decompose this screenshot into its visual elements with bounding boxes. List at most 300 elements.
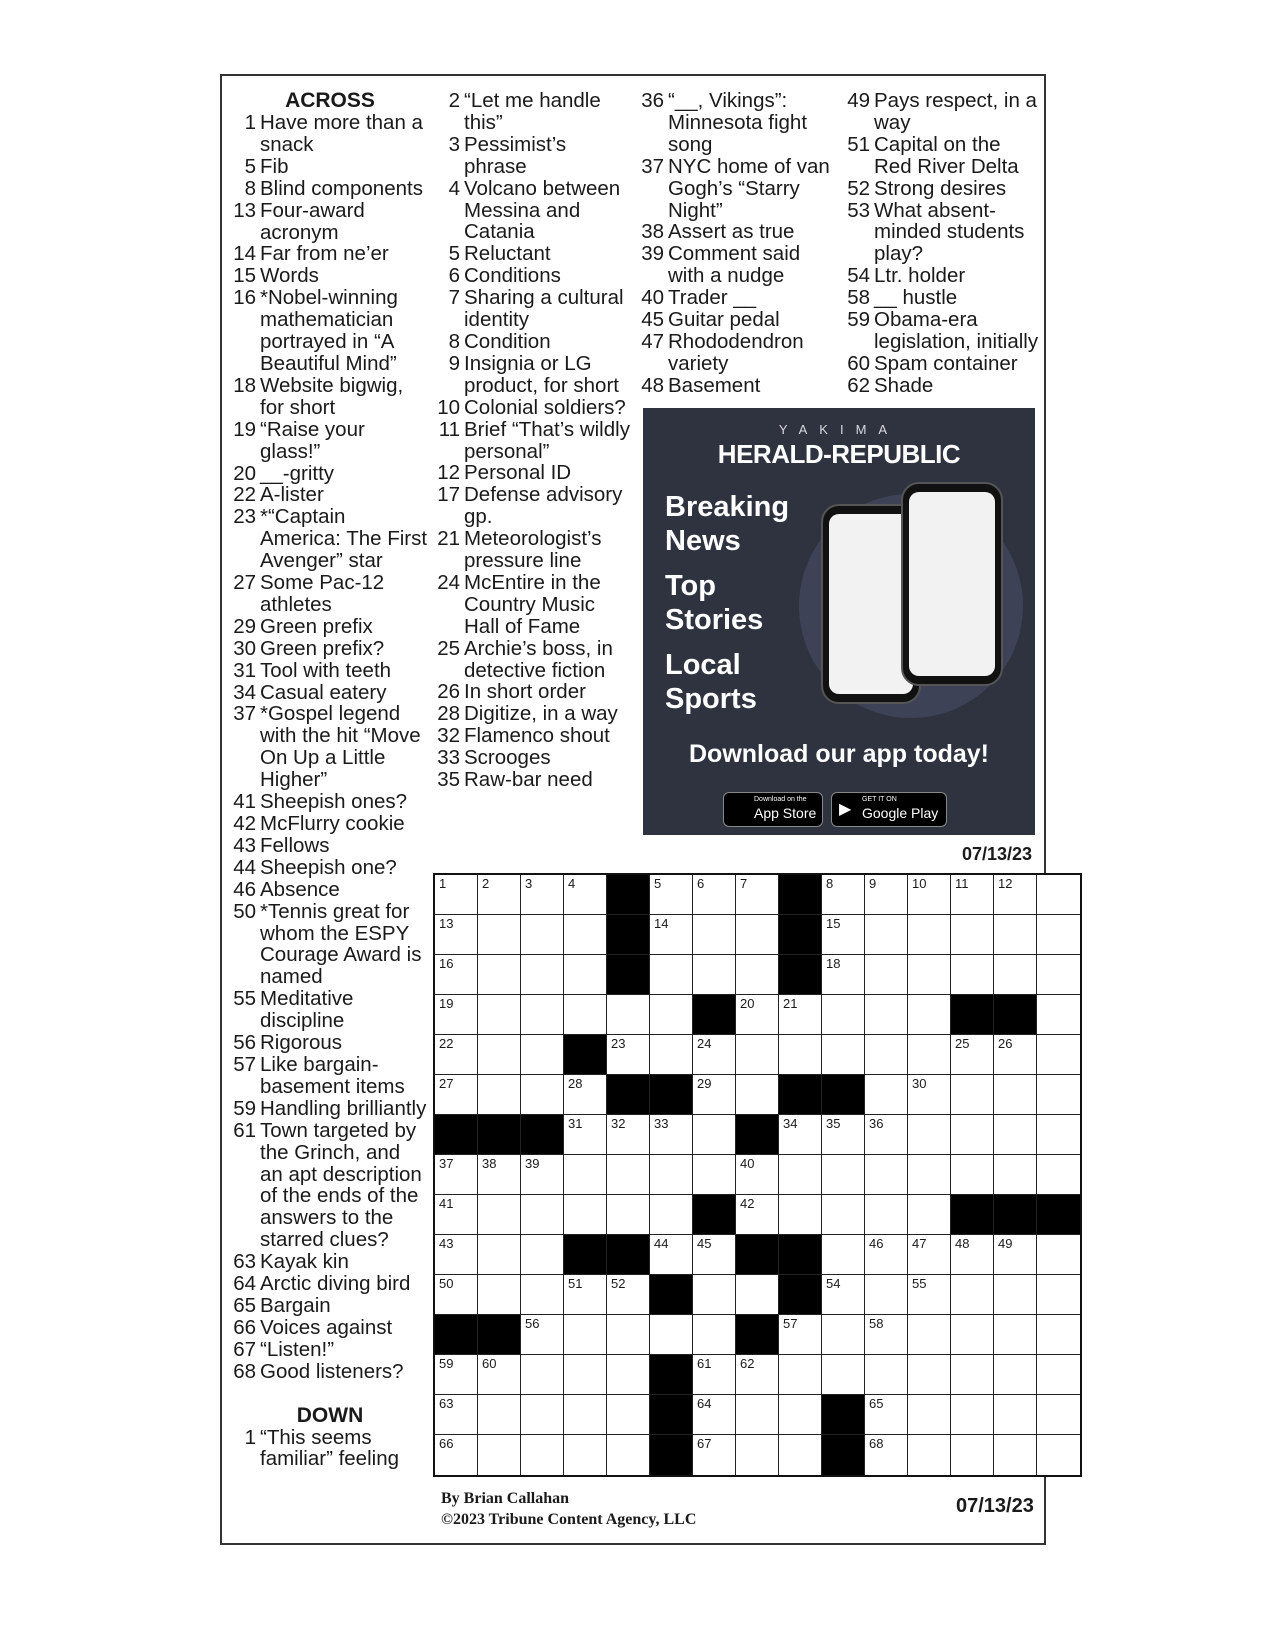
- grid-cell[interactable]: [865, 1235, 908, 1275]
- grid-cell[interactable]: [951, 1155, 994, 1195]
- cell-number: 8: [826, 876, 834, 891]
- grid-cell[interactable]: [951, 875, 994, 915]
- grid-cell[interactable]: [822, 1355, 865, 1395]
- cell-number: 52: [611, 1276, 626, 1291]
- grid-cell[interactable]: [779, 1035, 822, 1075]
- grid-cell[interactable]: [779, 1395, 822, 1435]
- cell-number: 68: [869, 1436, 884, 1451]
- grid-cell[interactable]: [693, 1235, 736, 1275]
- clue-text: Guitar pedal: [668, 308, 780, 332]
- grid-cell[interactable]: [736, 915, 779, 955]
- clue-number: 48: [641, 373, 664, 397]
- grid-cell[interactable]: [607, 1435, 650, 1475]
- clue-text: Raw-bar need: [464, 768, 593, 792]
- grid-cell[interactable]: [865, 1275, 908, 1315]
- grid-cell[interactable]: [908, 1115, 951, 1155]
- grid-cell[interactable]: [908, 995, 951, 1035]
- clue-text: “Listen!”: [260, 1337, 335, 1361]
- grid-cell[interactable]: [908, 1035, 951, 1075]
- app-store-small-label: Download on the: [754, 796, 807, 803]
- grid-cell[interactable]: [779, 1155, 822, 1195]
- google-play-label: Google Play: [862, 805, 939, 821]
- grid-cell[interactable]: [521, 1355, 564, 1395]
- grid-cell[interactable]: [650, 955, 693, 995]
- cell-number: 30: [912, 1076, 927, 1091]
- grid-cell[interactable]: [435, 915, 478, 955]
- google-play-button[interactable]: [831, 792, 947, 827]
- clue-text: Town targeted by the Grinch, and an apt description of the ends of the answers to the starred clues?: [260, 1118, 422, 1252]
- grid-cell[interactable]: [478, 875, 521, 915]
- grid-cell[interactable]: [693, 1075, 736, 1115]
- grid-cell[interactable]: [951, 1435, 994, 1475]
- grid-cell[interactable]: [478, 1355, 521, 1395]
- clue-text: Personal ID: [464, 461, 572, 485]
- grid-cell[interactable]: [908, 915, 951, 955]
- clue-8: [232, 178, 428, 200]
- grid-block: [435, 1115, 478, 1155]
- grid-block: [607, 1235, 650, 1275]
- clue-number: 8: [448, 329, 460, 353]
- grid-cell[interactable]: [478, 915, 521, 955]
- grid-cell[interactable]: [435, 1155, 478, 1195]
- grid-cell[interactable]: [951, 955, 994, 995]
- author-credit: By Brian Callahan: [441, 1490, 570, 1507]
- grid-cell[interactable]: [1037, 1355, 1080, 1395]
- grid-cell[interactable]: [736, 1395, 779, 1435]
- date-bottom: 07/13/23: [956, 1495, 1034, 1517]
- grid-cell[interactable]: [693, 1115, 736, 1155]
- grid-cell[interactable]: [521, 1395, 564, 1435]
- grid-cell[interactable]: [650, 915, 693, 955]
- grid-cell[interactable]: [994, 1155, 1037, 1195]
- grid-cell[interactable]: [650, 1315, 693, 1355]
- grid-cell[interactable]: [736, 1355, 779, 1395]
- clue-text: Condition: [464, 329, 551, 353]
- clue-number: 16: [233, 286, 256, 310]
- grid-cell[interactable]: [951, 1275, 994, 1315]
- grid-cell[interactable]: [521, 1035, 564, 1075]
- grid-cell[interactable]: [564, 1315, 607, 1355]
- feature-top-stories: Top Stories: [665, 570, 764, 636]
- grid-cell[interactable]: [435, 1275, 478, 1315]
- grid-cell[interactable]: [779, 995, 822, 1035]
- grid-cell[interactable]: [1037, 1435, 1080, 1475]
- grid-cell[interactable]: [1037, 1115, 1080, 1155]
- clue-text: Fellows: [260, 833, 330, 857]
- clue-5: [232, 156, 428, 178]
- grid-cell[interactable]: [865, 915, 908, 955]
- clue-65: [232, 1295, 428, 1317]
- grid-cell[interactable]: [736, 1155, 779, 1195]
- clue-number: 35: [437, 768, 460, 792]
- grid-cell[interactable]: [908, 1155, 951, 1195]
- cell-number: 28: [568, 1076, 583, 1091]
- grid-cell[interactable]: [478, 1275, 521, 1315]
- grid-cell[interactable]: [478, 955, 521, 995]
- grid-cell[interactable]: [908, 1355, 951, 1395]
- grid-cell[interactable]: [521, 915, 564, 955]
- grid-cell[interactable]: [564, 1075, 607, 1115]
- grid-cell[interactable]: [1037, 1315, 1080, 1355]
- clue-25: [436, 638, 632, 682]
- grid-cell[interactable]: [779, 1435, 822, 1475]
- grid-cell[interactable]: [478, 1435, 521, 1475]
- grid-cell[interactable]: [650, 875, 693, 915]
- clue-number: 61: [233, 1118, 256, 1142]
- cell-number: 64: [697, 1396, 712, 1411]
- play-icon: ▶: [839, 801, 852, 818]
- grid-cell[interactable]: [478, 1075, 521, 1115]
- grid-cell[interactable]: [994, 1075, 1037, 1115]
- grid-cell[interactable]: [693, 1275, 736, 1315]
- grid-cell[interactable]: [736, 955, 779, 995]
- grid-cell[interactable]: [822, 875, 865, 915]
- clue-number: 52: [847, 176, 870, 200]
- clue-number: 36: [641, 89, 664, 112]
- clue-2: [436, 90, 632, 134]
- grid-cell[interactable]: [994, 1275, 1037, 1315]
- grid-cell[interactable]: [865, 1315, 908, 1355]
- grid-cell[interactable]: [1037, 1275, 1080, 1315]
- grid-cell[interactable]: [994, 1115, 1037, 1155]
- clue-30: [232, 638, 428, 660]
- grid-cell[interactable]: [650, 1195, 693, 1235]
- cell-number: 4: [568, 876, 576, 891]
- grid-cell[interactable]: [822, 1235, 865, 1275]
- grid-cell[interactable]: [607, 1315, 650, 1355]
- clue-number: 39: [641, 242, 664, 266]
- grid-cell[interactable]: [951, 1315, 994, 1355]
- clue-5: [436, 243, 632, 265]
- grid-cell[interactable]: [994, 1235, 1037, 1275]
- cell-number: 19: [439, 996, 454, 1011]
- clue-text: Have more than a snack: [260, 111, 423, 156]
- clue-number: 13: [233, 198, 256, 222]
- grid-cell[interactable]: [994, 1315, 1037, 1355]
- grid-cell[interactable]: [1037, 1075, 1080, 1115]
- grid-cell[interactable]: [564, 1395, 607, 1435]
- grid-cell[interactable]: [865, 1035, 908, 1075]
- clue-number: 1: [244, 111, 256, 134]
- grid-cell[interactable]: [521, 1235, 564, 1275]
- grid-cell[interactable]: [994, 1435, 1037, 1475]
- grid-cell[interactable]: [693, 1315, 736, 1355]
- grid-cell[interactable]: [564, 1275, 607, 1315]
- clue-36: [640, 90, 838, 156]
- clue-text: Archie’s boss, in detective fiction: [464, 636, 613, 682]
- grid-cell[interactable]: [521, 995, 564, 1035]
- grid-cell[interactable]: [521, 1075, 564, 1115]
- grid-cell[interactable]: [822, 955, 865, 995]
- clue-text: Casual eatery: [260, 680, 387, 704]
- cell-number: 34: [783, 1116, 798, 1131]
- cell-number: 18: [826, 956, 841, 971]
- grid-cell[interactable]: [693, 1155, 736, 1195]
- grid-cell[interactable]: [994, 1035, 1037, 1075]
- grid-cell[interactable]: [607, 995, 650, 1035]
- grid-cell[interactable]: [951, 1075, 994, 1115]
- grid-cell[interactable]: [994, 1355, 1037, 1395]
- grid-cell[interactable]: [478, 1235, 521, 1275]
- clue-57: [232, 1054, 428, 1098]
- grid-cell[interactable]: [478, 1195, 521, 1235]
- clue-text: NYC home of van Gogh’s “Starry Night”: [668, 154, 830, 222]
- grid-cell[interactable]: [865, 1395, 908, 1435]
- clue-text: Green prefix?: [260, 636, 385, 660]
- grid-cell[interactable]: [951, 915, 994, 955]
- grid-cell[interactable]: [564, 955, 607, 995]
- grid-cell[interactable]: [779, 1195, 822, 1235]
- grid-cell[interactable]: [865, 875, 908, 915]
- grid-cell[interactable]: [435, 955, 478, 995]
- clue-number: 51: [847, 132, 870, 156]
- grid-cell[interactable]: [435, 1395, 478, 1435]
- grid-cell[interactable]: [822, 1195, 865, 1235]
- grid-cell[interactable]: [865, 1115, 908, 1155]
- grid-cell[interactable]: [822, 1115, 865, 1155]
- clue-number: 37: [233, 702, 256, 726]
- clue-number: 5: [244, 154, 256, 178]
- grid-cell[interactable]: [908, 1235, 951, 1275]
- grid-cell[interactable]: [435, 1075, 478, 1115]
- grid-cell[interactable]: [521, 1275, 564, 1315]
- clue-20: [232, 463, 428, 485]
- grid-cell[interactable]: [994, 875, 1037, 915]
- grid-cell[interactable]: [736, 995, 779, 1035]
- grid-cell[interactable]: [822, 995, 865, 1035]
- grid-cell[interactable]: [607, 1395, 650, 1435]
- grid-cell[interactable]: [650, 995, 693, 1035]
- grid-cell[interactable]: [951, 1035, 994, 1075]
- grid-cell[interactable]: [564, 1155, 607, 1195]
- clue-number: 18: [233, 373, 256, 397]
- cell-number: 55: [912, 1276, 927, 1291]
- clue-text: Rigorous: [260, 1031, 343, 1055]
- cell-number: 12: [998, 876, 1013, 891]
- grid-cell[interactable]: [736, 1075, 779, 1115]
- grid-cell[interactable]: [865, 1155, 908, 1195]
- grid-cell[interactable]: [607, 1355, 650, 1395]
- grid-cell[interactable]: [435, 1435, 478, 1475]
- app-advertisement[interactable]: [643, 408, 1035, 835]
- grid-cell[interactable]: [521, 1315, 564, 1355]
- grid-cell[interactable]: [1037, 1235, 1080, 1275]
- grid-cell[interactable]: [478, 995, 521, 1035]
- grid-cell[interactable]: [822, 1155, 865, 1195]
- app-store-button[interactable]: [723, 792, 823, 827]
- grid-cell[interactable]: [564, 915, 607, 955]
- grid-cell[interactable]: [650, 1115, 693, 1155]
- clue-text: Bargain: [260, 1293, 331, 1317]
- clue-number: 34: [233, 680, 256, 704]
- clue-58: [846, 287, 1042, 309]
- grid-cell[interactable]: [865, 995, 908, 1035]
- grid-cell[interactable]: [607, 1035, 650, 1075]
- clue-56: [232, 1032, 428, 1054]
- grid-cell[interactable]: [779, 1355, 822, 1395]
- clue-text: Brief “That’s wildly personal”: [464, 417, 630, 463]
- brand-city: YAKIMA: [778, 422, 900, 437]
- grid-cell[interactable]: [822, 1315, 865, 1355]
- grid-cell[interactable]: [607, 1155, 650, 1195]
- clue-number: 22: [233, 483, 256, 507]
- grid-cell[interactable]: [822, 1035, 865, 1075]
- grid-cell[interactable]: [564, 875, 607, 915]
- grid-cell[interactable]: [994, 915, 1037, 955]
- clue-number: 44: [233, 855, 256, 879]
- grid-cell[interactable]: [693, 1395, 736, 1435]
- grid-cell[interactable]: [865, 1435, 908, 1475]
- grid-block: [607, 955, 650, 995]
- across-header: ACROSS: [285, 89, 375, 112]
- copyright: ©2023 Tribune Content Agency, LLC: [441, 1511, 697, 1528]
- grid-cell[interactable]: [478, 1155, 521, 1195]
- grid-block: [822, 1395, 865, 1435]
- grid-cell[interactable]: [693, 1035, 736, 1075]
- grid-cell[interactable]: [650, 1235, 693, 1275]
- clue-text: __-gritty: [260, 461, 335, 485]
- grid-cell[interactable]: [693, 955, 736, 995]
- grid-cell[interactable]: [908, 1195, 951, 1235]
- cell-number: 10: [912, 876, 927, 891]
- grid-cell[interactable]: [607, 1275, 650, 1315]
- grid-cell[interactable]: [521, 1435, 564, 1475]
- grid-cell[interactable]: [564, 1195, 607, 1235]
- grid-cell[interactable]: [822, 1275, 865, 1315]
- grid-cell[interactable]: [1037, 915, 1080, 955]
- clue-7: [436, 287, 632, 331]
- grid-cell[interactable]: [736, 875, 779, 915]
- grid-cell[interactable]: [994, 1395, 1037, 1435]
- grid-cell[interactable]: [1037, 995, 1080, 1035]
- grid-cell[interactable]: [908, 875, 951, 915]
- grid-cell[interactable]: [650, 1035, 693, 1075]
- grid-cell[interactable]: [908, 1395, 951, 1435]
- grid-cell[interactable]: [435, 1035, 478, 1075]
- grid-cell[interactable]: [564, 1435, 607, 1475]
- clue-number: 31: [233, 658, 256, 682]
- grid-cell[interactable]: [951, 1235, 994, 1275]
- grid-cell[interactable]: [779, 1315, 822, 1355]
- grid-cell[interactable]: [435, 1235, 478, 1275]
- clue-number: 28: [437, 702, 460, 726]
- clue-text: “Raise your glass!”: [260, 417, 365, 463]
- grid-cell[interactable]: [865, 955, 908, 995]
- grid-cell[interactable]: [779, 1115, 822, 1155]
- grid-cell[interactable]: [1037, 875, 1080, 915]
- grid-cell[interactable]: [693, 1355, 736, 1395]
- grid-cell[interactable]: [1037, 955, 1080, 995]
- grid-cell[interactable]: [478, 1035, 521, 1075]
- grid-cell[interactable]: [865, 1355, 908, 1395]
- grid-block: [693, 1195, 736, 1235]
- grid-cell[interactable]: [865, 1195, 908, 1235]
- grid-cell[interactable]: [1037, 1155, 1080, 1195]
- cell-number: 38: [482, 1156, 497, 1171]
- clue-text: Insignia or LG product, for short: [464, 351, 619, 397]
- grid-cell[interactable]: [693, 1435, 736, 1475]
- cell-number: 29: [697, 1076, 712, 1091]
- grid-cell[interactable]: [908, 1075, 951, 1115]
- grid-cell[interactable]: [951, 1115, 994, 1155]
- grid-cell[interactable]: [607, 1195, 650, 1235]
- grid-cell[interactable]: [951, 1355, 994, 1395]
- grid-cell[interactable]: [650, 1155, 693, 1195]
- grid-cell[interactable]: [521, 1195, 564, 1235]
- grid-block: [736, 1115, 779, 1155]
- grid-block: [650, 1275, 693, 1315]
- clue-26: [436, 681, 632, 703]
- grid-cell[interactable]: [1037, 1395, 1080, 1435]
- clue-16: [232, 287, 428, 375]
- grid-cell[interactable]: [908, 1275, 951, 1315]
- grid-block: [822, 1075, 865, 1115]
- grid-cell[interactable]: [435, 1355, 478, 1395]
- grid-cell[interactable]: [693, 915, 736, 955]
- clue-text: A-lister: [260, 483, 324, 507]
- clue-text: Comment said with a nudge: [668, 242, 801, 288]
- clue-text: Trader __: [668, 286, 757, 310]
- grid-cell[interactable]: [435, 995, 478, 1035]
- cell-number: 51: [568, 1276, 583, 1291]
- grid-cell[interactable]: [478, 1395, 521, 1435]
- clue-text: Arctic diving bird: [260, 1272, 411, 1296]
- clue-text: Handling brilliantly: [260, 1096, 427, 1120]
- crossword-grid[interactable]: [433, 873, 1082, 1477]
- clue-4: [436, 178, 632, 244]
- clue-23: [232, 506, 428, 572]
- grid-cell[interactable]: [908, 1435, 951, 1475]
- clue-47: [640, 331, 838, 375]
- grid-cell[interactable]: [521, 955, 564, 995]
- grid-cell[interactable]: [994, 955, 1037, 995]
- feature-local-sports: Local Sports: [665, 649, 757, 715]
- clue-text: “__, Vikings”: Minnesota fight song: [668, 89, 808, 156]
- cell-number: 45: [697, 1236, 712, 1251]
- grid-cell[interactable]: [564, 1355, 607, 1395]
- grid-cell[interactable]: [736, 1275, 779, 1315]
- clue-text: Absence: [260, 877, 340, 901]
- cell-number: 61: [697, 1356, 712, 1371]
- cell-number: 58: [869, 1316, 884, 1331]
- clue-number: 40: [641, 286, 664, 310]
- clue-number: 50: [233, 899, 256, 923]
- grid-cell[interactable]: [908, 1315, 951, 1355]
- grid-cell[interactable]: [693, 875, 736, 915]
- grid-cell[interactable]: [736, 1435, 779, 1475]
- grid-cell[interactable]: [564, 995, 607, 1035]
- grid-cell[interactable]: [521, 1155, 564, 1195]
- grid-cell[interactable]: [435, 1195, 478, 1235]
- clue-text: Capital on the Red River Delta: [874, 132, 1019, 178]
- grid-cell[interactable]: [822, 915, 865, 955]
- grid-cell[interactable]: [607, 1115, 650, 1155]
- grid-cell[interactable]: [865, 1075, 908, 1115]
- grid-cell[interactable]: [951, 1395, 994, 1435]
- clue-53: [846, 200, 1042, 266]
- grid-cell[interactable]: [736, 1035, 779, 1075]
- clue-text: Scrooges: [464, 746, 551, 770]
- clue-text: __ hustle: [874, 286, 958, 310]
- clue-text: “This seems familiar” feeling: [260, 1425, 399, 1471]
- clue-text: Shade: [874, 373, 934, 397]
- grid-cell[interactable]: [736, 1195, 779, 1235]
- grid-cell[interactable]: [908, 955, 951, 995]
- grid-cell[interactable]: [521, 875, 564, 915]
- grid-cell[interactable]: [435, 875, 478, 915]
- grid-cell[interactable]: [564, 1115, 607, 1155]
- grid-cell[interactable]: [1037, 1035, 1080, 1075]
